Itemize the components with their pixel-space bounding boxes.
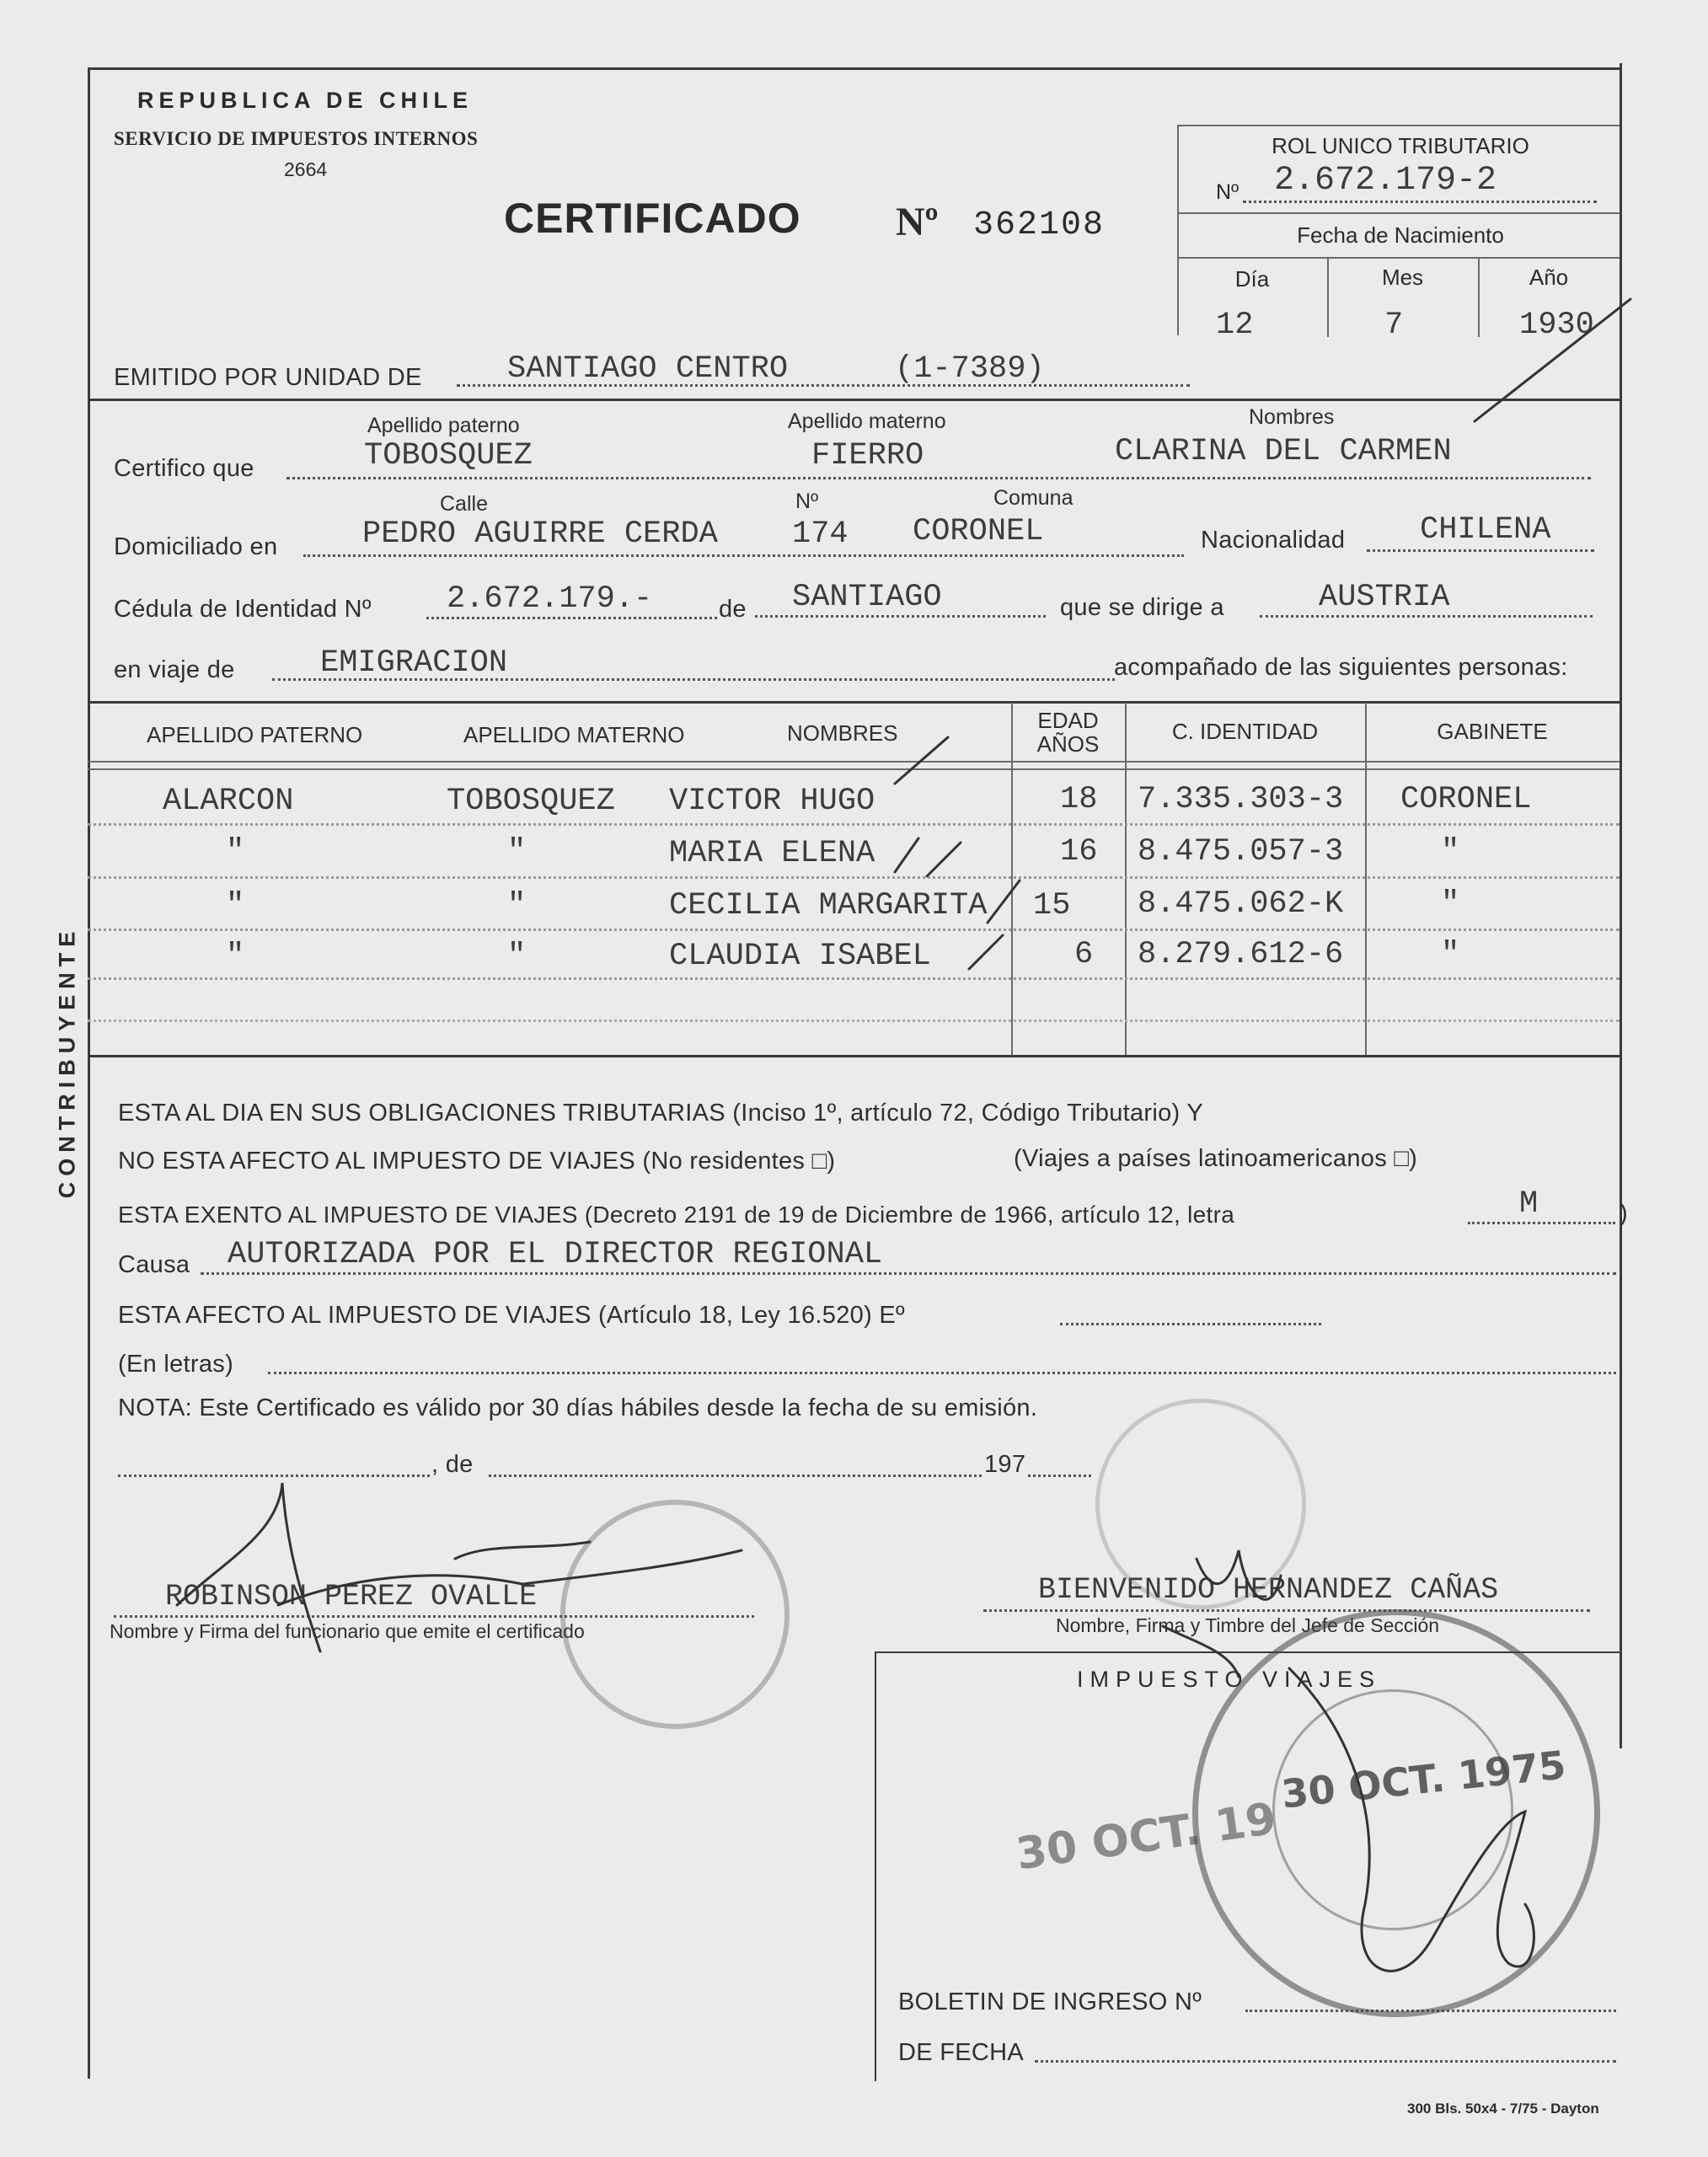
- certificate-number-label: Nº: [896, 200, 939, 244]
- table-header-cabinet: GABINETE: [1437, 719, 1548, 744]
- id-issued-place: SANTIAGO: [792, 580, 942, 615]
- row-age: 6: [1074, 937, 1094, 972]
- row-names: CLAUDIA ISABEL: [669, 939, 931, 974]
- row-names: VICTOR HUGO: [669, 784, 875, 819]
- certificate-number: 362108: [973, 206, 1106, 244]
- address-commune: CORONEL: [913, 514, 1044, 549]
- exemption-letter: M: [1519, 1186, 1539, 1222]
- birth-day: 12: [1216, 308, 1254, 343]
- date-year-label: 197: [984, 1451, 1026, 1478]
- row-paternal: ALARCON: [163, 784, 294, 819]
- chief-caption: Nombre, Firma y Timbre del Jefe de Sección: [1056, 1614, 1440, 1636]
- cause-label: Causa: [118, 1251, 190, 1278]
- row-id: 8.475.057-3: [1138, 834, 1344, 870]
- row-age: 18: [1060, 782, 1098, 817]
- cause-value: AUTORIZADA POR EL DIRECTOR REGIONAL: [228, 1237, 883, 1272]
- tax-status-line-2a: NO ESTA AFECTO AL IMPUESTO DE VIAJES (No residentes □): [118, 1148, 836, 1175]
- fecha-label: DE FECHA: [898, 2039, 1025, 2066]
- name-check-3: [927, 843, 961, 876]
- table-header-names: NOMBRES: [787, 720, 898, 746]
- row-paternal: ": [226, 888, 245, 923]
- trip-purpose-label: en viaje de: [114, 656, 235, 683]
- accompanied-label: acompañado de las siguientes personas:: [1114, 654, 1568, 681]
- table-header-age: EDAD: [1037, 708, 1099, 733]
- print-run-footer: 300 Bls. 50x4 - 7/75 - Dayton: [1407, 2101, 1599, 2117]
- birth-month: 7: [1384, 308, 1404, 343]
- name-check-1: [895, 737, 948, 784]
- rut-no-label: Nº: [1216, 180, 1240, 204]
- row-paternal: ": [226, 939, 245, 974]
- birth-year: 1930: [1519, 308, 1594, 343]
- row-names: MARIA ELENA: [669, 836, 875, 871]
- address-label: Domiciliado en: [114, 533, 278, 560]
- destination-label: que se dirige a: [1060, 594, 1224, 621]
- nationality-value: CHILENA: [1420, 512, 1551, 548]
- service-heading: SERVICIO DE IMPUESTOS INTERNOS: [114, 128, 479, 149]
- chief-name: BIENVENIDO HERNANDEZ CAÑAS: [1038, 1573, 1499, 1607]
- row-id: 7.335.303-3: [1138, 782, 1344, 817]
- issued-by-label: EMITIDO POR UNIDAD DE: [114, 364, 422, 391]
- tax-status-line-2b: (Viajes a países latinoamericanos □): [1014, 1145, 1418, 1172]
- boletin-label: BOLETIN DE INGRESO Nº: [898, 1988, 1202, 2015]
- name-check-4: [988, 880, 1020, 923]
- row-maternal: ": [507, 888, 527, 923]
- row-id: 8.475.062-K: [1138, 886, 1344, 922]
- row-maternal: ": [507, 834, 527, 870]
- nationality-label: Nacionalidad: [1201, 527, 1346, 554]
- table-header-maternal: APELLIDO MATERNO: [463, 722, 685, 747]
- validity-note: NOTA: Este Certificado es válido por 30 días hábiles desde la fecha de su emisión.: [118, 1394, 1038, 1421]
- name-check-5: [969, 935, 1003, 969]
- id-card-number: 2.672.179.-: [447, 581, 653, 617]
- holder-paternal-surname: TOBOSQUEZ: [364, 438, 533, 474]
- birth-day-label: Día: [1234, 266, 1270, 292]
- row-cabinet: ": [1441, 886, 1460, 922]
- row-id: 8.279.612-6: [1138, 937, 1344, 972]
- birth-month-label: Mes: [1381, 265, 1424, 290]
- tax-status-line-6: (En letras): [118, 1351, 234, 1378]
- id-card-label: Cédula de Identidad Nº: [114, 596, 372, 623]
- issued-by-code: (1-7389): [895, 351, 1045, 387]
- address-number: 174: [792, 517, 849, 552]
- issued-by-unit: SANTIAGO CENTRO: [507, 351, 789, 387]
- stamp-date-faded: 30 OCT. 19: [1013, 1793, 1280, 1881]
- table-header-years: AÑOS: [1036, 731, 1100, 757]
- name-check-2: [895, 838, 918, 872]
- row-names: CECILIA MARGARITA: [669, 888, 988, 923]
- paternal-surname-caption: Apellido paterno: [367, 414, 520, 437]
- certificate-title: CERTIFICADO: [504, 195, 801, 242]
- maternal-surname-caption: Apellido materno: [788, 409, 946, 433]
- issuer-caption: Nombre y Firma del funcionario que emite el certificado: [110, 1620, 585, 1642]
- table-header-id: C. IDENTIDAD: [1171, 719, 1319, 744]
- destination-value: AUSTRIA: [1319, 580, 1450, 615]
- issuer-signature: [177, 1483, 742, 1651]
- birth-date-label: Fecha de Nacimiento: [1297, 222, 1504, 248]
- chief-signature: [1163, 1550, 1281, 1677]
- trip-purpose-value: EMIGRACION: [320, 645, 508, 681]
- contribuyente-side-label: CONTRIBUYENTE: [54, 925, 80, 1199]
- rut-box-slash: [1475, 299, 1630, 421]
- address-street: PEDRO AGUIRRE CERDA: [362, 517, 718, 552]
- row-age: 15: [1033, 888, 1071, 923]
- exemption-close-paren: ): [1620, 1200, 1628, 1227]
- tax-status-line-5: ESTA AFECTO AL IMPUESTO DE VIAJES (Artículo 18, Ley 16.520) Eº: [118, 1302, 905, 1329]
- holder-maternal-surname: FIERRO: [811, 438, 924, 474]
- commune-caption: Comuna: [993, 486, 1074, 510]
- issuer-name: ROBINSON PEREZ OVALLE: [165, 1580, 538, 1614]
- tax-status-line-1: ESTA AL DIA EN SUS OBLIGACIONES TRIBUTARIAS (Inciso 1º, artículo 72, Código Tributario) Y: [118, 1100, 1203, 1127]
- row-cabinet: ": [1441, 834, 1460, 870]
- birth-year-label: Año: [1529, 265, 1569, 290]
- date-de-label: , de: [431, 1451, 474, 1478]
- street-number-caption: Nº: [795, 490, 819, 513]
- stamp-date: 30 OCT. 1975: [1279, 1742, 1568, 1817]
- holder-given-names: CLARINA DEL CARMEN: [1115, 434, 1452, 469]
- certifico-label: Certifico que: [114, 455, 254, 482]
- street-caption: Calle: [440, 492, 488, 516]
- tax-status-line-3: ESTA EXENTO AL IMPUESTO DE VIAJES (Decreto 2191 de 19 de Diciembre de 1966, artículo 12, letra: [118, 1202, 1235, 1228]
- rut-title: ROL UNICO TRIBUTARIO: [1272, 133, 1529, 158]
- names-caption: Nombres: [1249, 405, 1335, 429]
- service-code: 2664: [284, 158, 328, 180]
- travel-box-signature: [1289, 1668, 1534, 1971]
- table-header-paternal: APELLIDO PATERNO: [147, 722, 363, 747]
- rut-value: 2.672.179-2: [1274, 162, 1497, 200]
- republic-heading: REPUBLICA DE CHILE: [137, 88, 474, 113]
- row-maternal: ": [507, 939, 527, 974]
- row-paternal: ": [226, 834, 245, 870]
- travel-box-title: IMPUESTO VIAJES: [1077, 1667, 1382, 1692]
- row-cabinet: ": [1441, 937, 1460, 972]
- row-cabinet: CORONEL: [1400, 782, 1532, 817]
- row-maternal: TOBOSQUEZ: [447, 784, 615, 819]
- id-from-label: de: [719, 596, 747, 623]
- row-age: 16: [1060, 834, 1098, 870]
